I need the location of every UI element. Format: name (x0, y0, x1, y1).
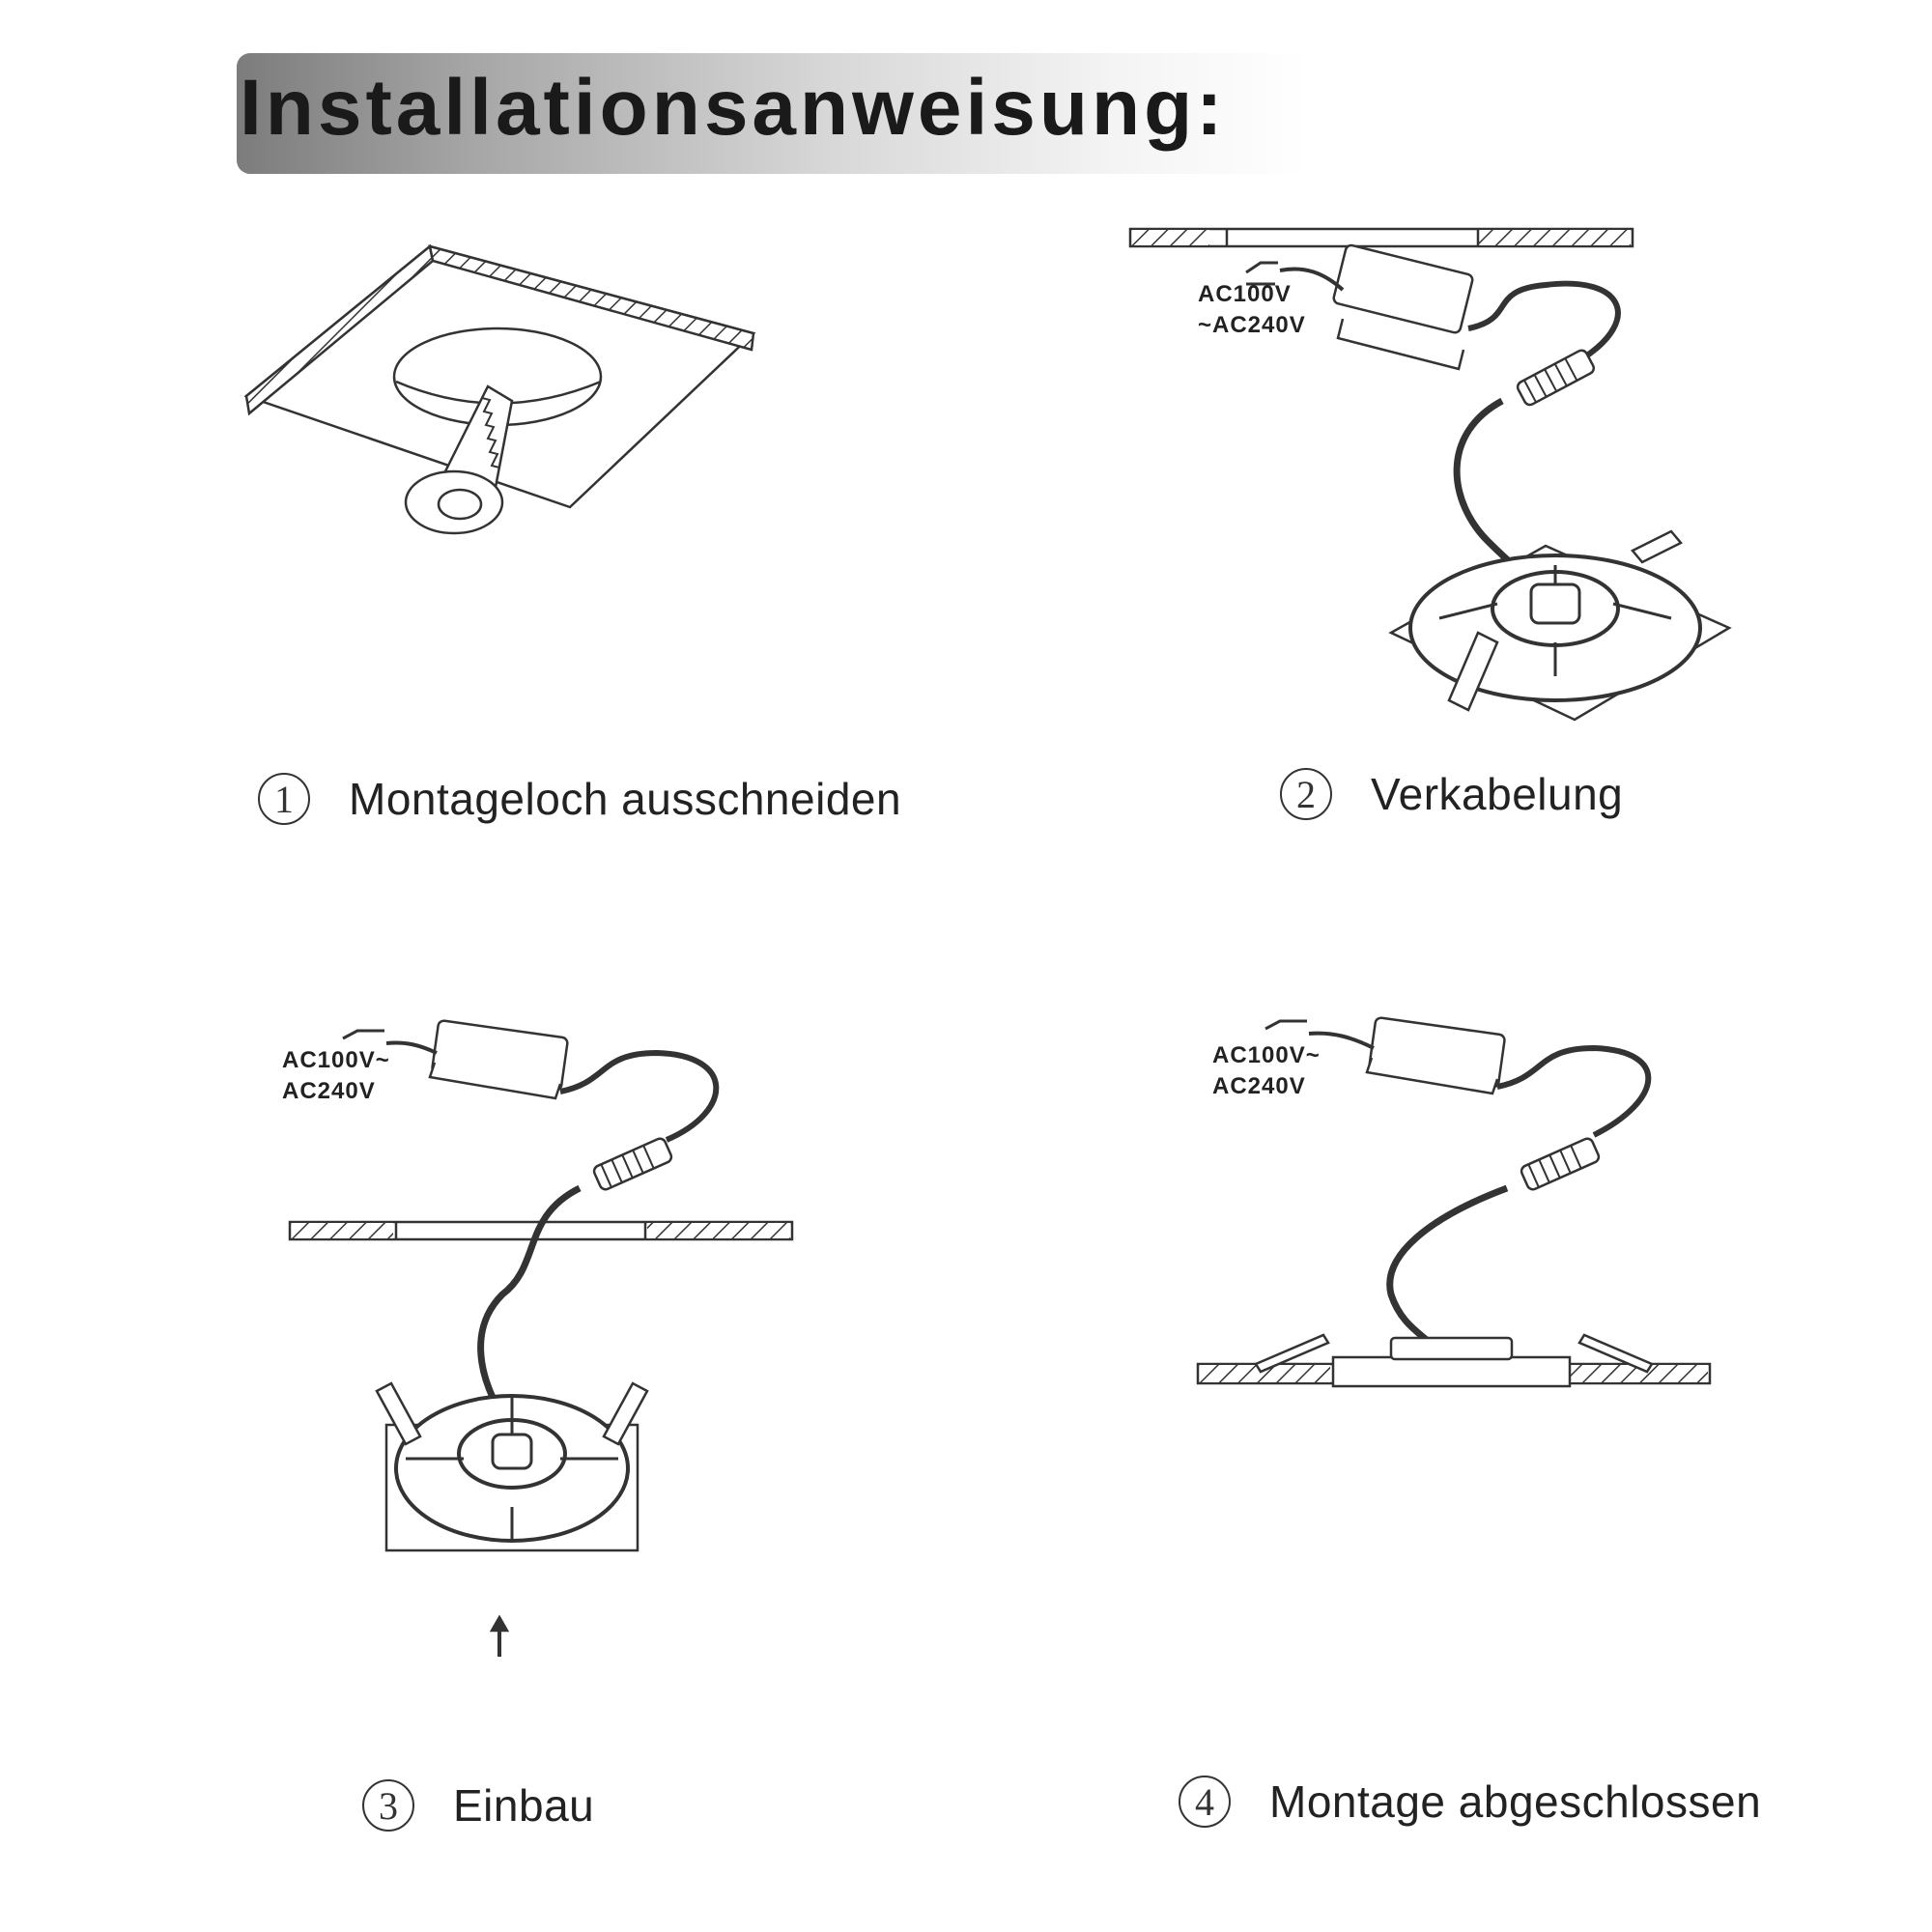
step-number-badge: 3 (362, 1779, 414, 1832)
step-1-caption (258, 773, 901, 825)
downlight-fixture (1391, 531, 1729, 720)
step-2-caption (1280, 768, 1623, 820)
voltage-label-line1: AC100V (1198, 281, 1292, 307)
connector-icon (1520, 1137, 1601, 1191)
step-label: Einbau (453, 1780, 595, 1831)
downlight-fixture (377, 1383, 647, 1550)
step-label: Montage abgeschlossen (1269, 1776, 1762, 1827)
step4-drawing (1198, 1017, 1710, 1386)
ceiling-section (1130, 229, 1633, 246)
arrow-up-icon (492, 1617, 507, 1657)
connector-icon (592, 1137, 673, 1191)
step-label: Verkabelung (1371, 769, 1624, 819)
voltage-label-line2: AC240V (1212, 1073, 1306, 1099)
voltage-label-line2: AC240V (282, 1078, 376, 1104)
voltage-label-line2: ~AC240V (1198, 312, 1306, 338)
voltage-label-line1: AC100V~ (282, 1047, 390, 1073)
step-4-caption (1179, 1776, 1761, 1828)
step3-drawing (282, 1020, 792, 1657)
step-number-badge: 1 (258, 773, 310, 825)
step1-drawing (246, 246, 753, 533)
step-3-caption (362, 1779, 594, 1832)
voltage-label-line1: AC100V~ (1212, 1042, 1321, 1068)
page-title: Installationsanweisung: (240, 64, 1227, 152)
step-label: Montageloch ausschneiden (349, 774, 902, 824)
connector-icon (1516, 349, 1596, 408)
step2-drawing (1130, 229, 1729, 720)
step-number-badge: 2 (1280, 768, 1332, 820)
step-number-badge: 4 (1179, 1776, 1231, 1828)
